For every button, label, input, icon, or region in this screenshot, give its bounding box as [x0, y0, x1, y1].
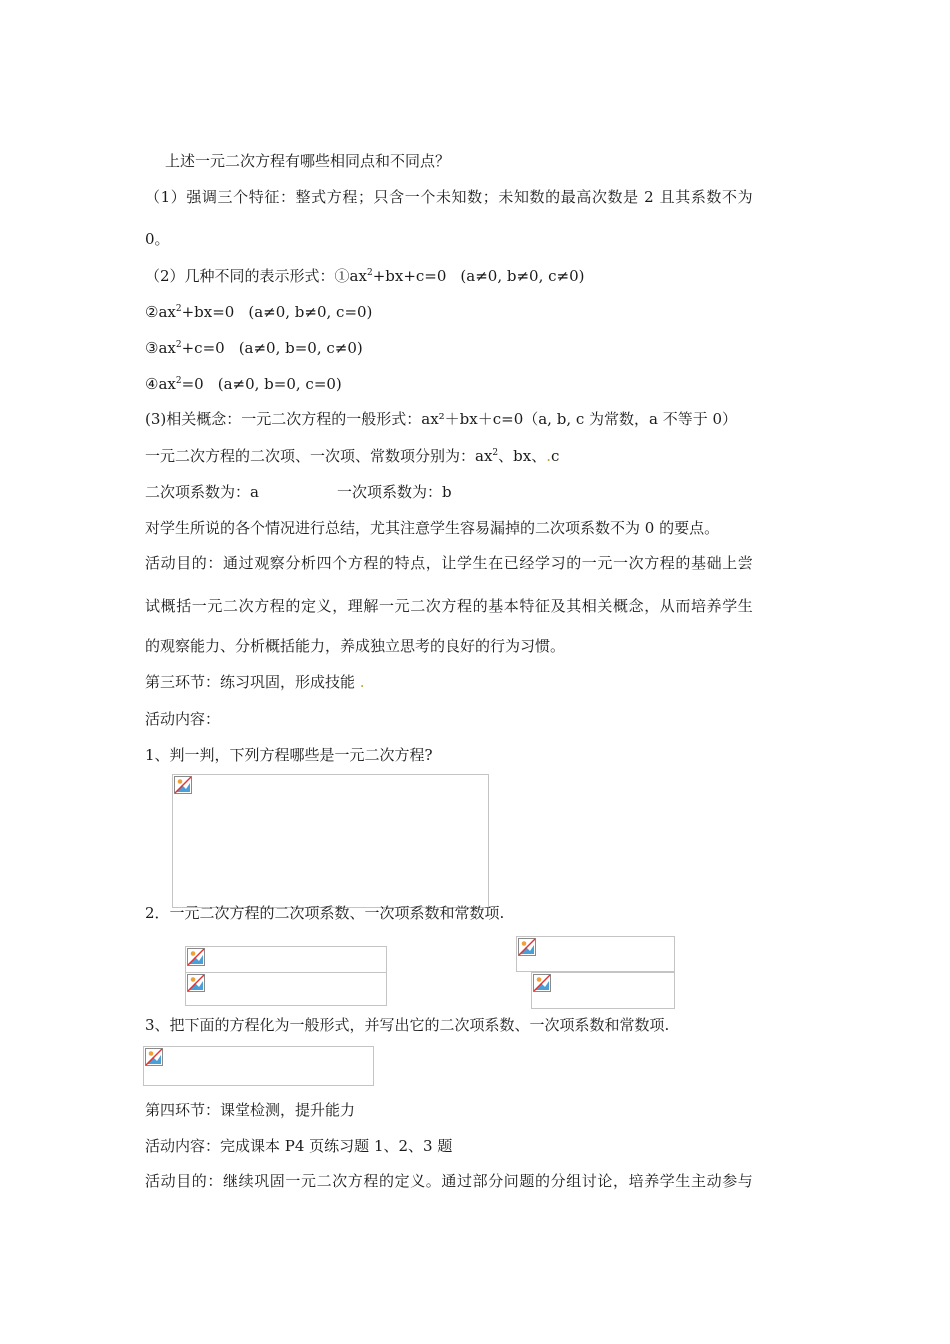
coefficients-line [145, 482, 452, 502]
section-4-heading: 第四环节：课堂检测，提升能力 [145, 1101, 356, 1119]
formula-4-ax: ④ax [145, 375, 176, 393]
broken-image-icon [145, 1048, 163, 1066]
aim-line-2: 试概括一元二次方程的定义，理解一元二次方程的基本特征及其相关概念，从而培养学生 [145, 597, 754, 615]
formula-3-condition: (a≠0, b=0, c≠0) [238, 339, 363, 357]
formula-1-rest: +bx+c=0 [372, 267, 447, 285]
section-3-mark: . [359, 673, 365, 691]
formula-4-exponent: 2 [175, 376, 182, 386]
broken-image-icon [518, 938, 536, 956]
aim-line-3: 的观察能力、分析概括能力，养成独立思考的良好的行为习惯。 [145, 637, 566, 655]
formula-2-exponent: 2 [175, 304, 182, 314]
formula-1-exponent: 2 [366, 268, 373, 278]
point-2-prefix: （2）几种不同的表示形式：① [145, 267, 350, 285]
point-1-line-2: 0。 [145, 230, 170, 248]
activity-content-label: 活动内容： [145, 710, 221, 728]
exercise-2-image-1 [185, 946, 387, 973]
section-3-text: 第三环节：练习巩固，形成技能 [145, 673, 356, 691]
exercise-2-image-2 [185, 972, 387, 1006]
exercise-2-image-3 [516, 936, 675, 972]
formula-2-line [145, 302, 372, 322]
terms-end: c [550, 447, 560, 465]
formula-2-ax: ②ax [145, 303, 176, 321]
broken-image-icon [174, 776, 192, 794]
terms-mid: 、bx、 [498, 447, 547, 465]
exercise-2-image-4 [531, 972, 675, 1009]
broken-image-icon [187, 948, 205, 966]
formula-1-ax: ax [349, 267, 367, 285]
formula-4-rest: =0 [181, 375, 204, 393]
exercise-2: 2．一元二次方程的二次项系数、一次项系数和常数项. [145, 904, 505, 922]
formula-2-rest: +bx=0 [181, 303, 235, 321]
summary-line: 对学生所说的各个情况进行总结，尤其注意学生容易漏掉的二次项系数不为 0 的要点。 [145, 519, 720, 537]
aim-line-1: 活动目的：通过观察分析四个方程的特点，让学生在已经学习的一元一次方程的基础上尝 [145, 554, 754, 572]
formula-2-condition: (a≠0, b≠0, c=0) [248, 303, 373, 321]
point-2-line [145, 266, 584, 286]
broken-image-icon [187, 974, 205, 992]
formula-3-rest: +c=0 [181, 339, 225, 357]
question-line: 上述一元二次方程有哪些相同点和不同点？ [165, 152, 451, 170]
exercise-1: 1、判一判，下列方程哪些是一元二次方程? [145, 746, 433, 764]
terms-line [145, 446, 559, 466]
point-3-line: (3)相关概念：一元二次方程的一般形式：ax²＋bx＋c=0（a, b, c 为常数，a 不等于 0） [145, 410, 738, 428]
exercise-1-image [172, 774, 489, 908]
terms-exponent: 2 [492, 448, 499, 458]
point-1-line-1: （1）强调三个特征：整式方程；只含一个未知数；未知数的最高次数是 2 且其系数不为 [145, 188, 754, 206]
formula-1-condition: (a≠0, b≠0, c≠0) [460, 267, 585, 285]
linear-coefficient: 一次项系数为：b [336, 483, 452, 501]
terms-text: 一元二次方程的二次项、一次项、常数项分别为：ax [145, 447, 493, 465]
formula-3-line [145, 338, 363, 358]
exercise-3-image [143, 1046, 374, 1086]
section-3-heading [145, 672, 365, 692]
activity-content-2: 活动内容：完成课本 P4 页练习题 1、2、3 题 [145, 1137, 453, 1155]
broken-image-icon [533, 974, 551, 992]
quadratic-coefficient: 二次项系数为：a [145, 483, 259, 501]
aim-line-4: 活动目的：继续巩固一元二次方程的定义。通过部分问题的分组讨论，培养学生主动参与 [145, 1172, 754, 1190]
formula-3-exponent: 2 [175, 340, 182, 350]
formula-4-condition: (a≠0, b=0, c=0) [217, 375, 342, 393]
formula-4-line [145, 374, 342, 394]
exercise-3: 3、把下面的方程化为一般形式，并写出它的二次项系数、一次项系数和常数项. [145, 1016, 670, 1034]
formula-3-ax: ③ax [145, 339, 176, 357]
terms-mark: . [546, 447, 551, 465]
